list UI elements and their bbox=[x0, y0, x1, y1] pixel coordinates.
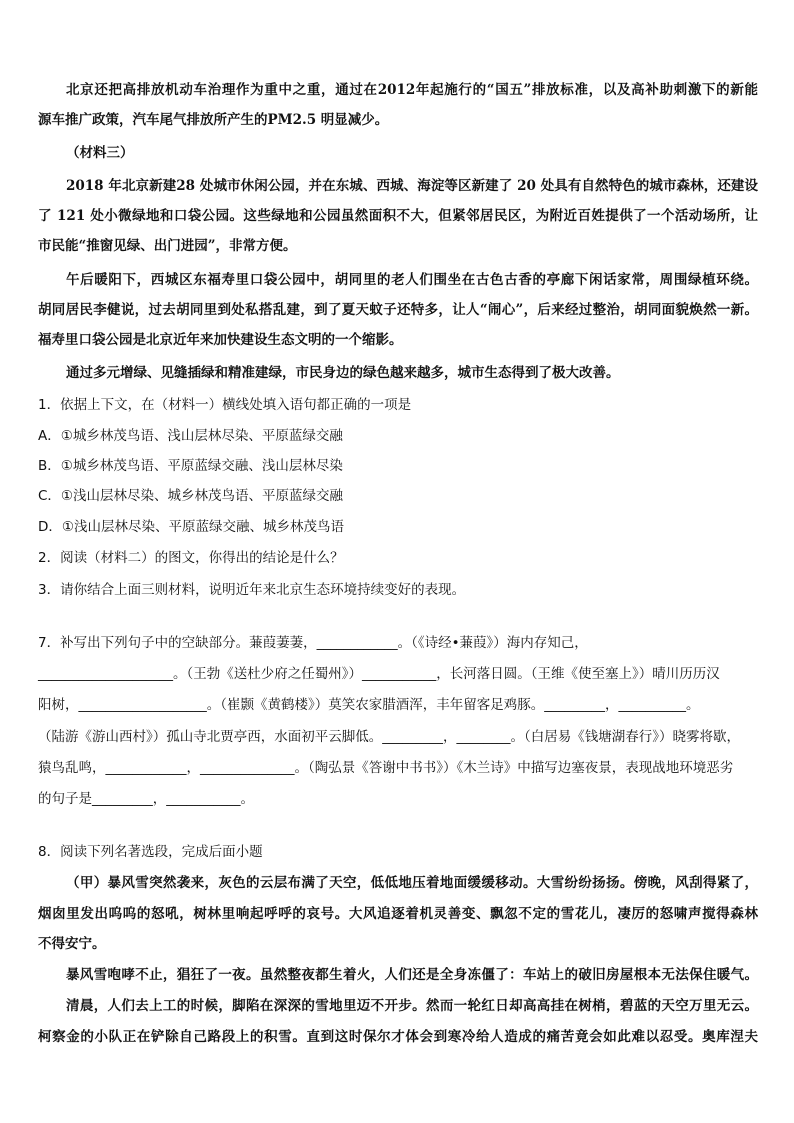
question-7-line-6: 的句子是_________，___________。 bbox=[38, 791, 254, 807]
question-7-line-3: 阳树，___________________。（崔颢《黄鹤楼》）莫笑农家腊酒浑，丰年留客足鸡豚。_________，__________。 bbox=[38, 697, 700, 713]
option-c: C．①浅山层林尽染、城乡林茂鸟语、平原蓝绿交融 bbox=[38, 488, 344, 504]
q8-passage-p2: 暴风雪咆哮不止，猖狂了一夜。虽然整夜都生着火，人们还是全身冻僵了：车站上的破旧房屋根本无法保住暖气。 bbox=[66, 967, 758, 983]
q8-passage-p3-line-2: 柯察金的小队正在铲除自己路段上的积雪。直到这时保尔才体会到寒冷给人造成的痛苦竟会如此难以忍受。奥库涅夫 bbox=[38, 1029, 758, 1045]
question-7-line-1: 7．补写出下列句子中的空缺部分。蒹葭萋萋，____________。（《诗经•蒹葭》）海内存知己， bbox=[38, 635, 588, 651]
q8-passage-p1-line-1: （甲）暴风雪突然袭来，灰色的云层布满了天空，低低地压着地面缓缓移动。大雪纷纷扬扬。傍晚，风刮得紧了， bbox=[66, 875, 758, 891]
option-b: B．①城乡林茂鸟语、平原蓝绿交融、浅山层林尽染 bbox=[38, 458, 343, 474]
q8-passage-p1-line-2: 烟囱里发出呜呜的怒吼，树林里响起呼呼的哀号。大风追逐着机灵善变、飘忽不定的雪花儿，凄厉的怒啸声搅得森林 bbox=[38, 906, 758, 922]
material3-p1-line-2: 了 121 处小微绿地和口袋公园。这些绿地和公园虽然面积不大，但紧邻居民区，为附近百姓提供了一个活动场所，让 bbox=[38, 208, 758, 224]
option-a: A．①城乡林茂鸟语、浅山层林尽染、平原蓝绿交融 bbox=[38, 428, 343, 444]
material2-line-2: 源车推广政策，汽车尾气排放所产生的PM2.5 明显减少。 bbox=[38, 112, 389, 128]
material3-p1-line-3: 市民能“推窗见绿、出门进园”，非常方便。 bbox=[38, 238, 297, 254]
question-7-line-2: ____________________。（王勃《送杜少府之任蜀州》）___________，长河落日圆。（王维《使至塞上》）晴川历历汉 bbox=[38, 666, 720, 682]
material3-p2-line-3: 福寿里口袋公园是北京近年来加快建设生态文明的一个缩影。 bbox=[38, 332, 403, 348]
material3-p2-line-1: 午后暖阳下，西城区东福寿里口袋公园中，胡同里的老人们围坐在古色古香的亭廊下闲话家常，周围绿植环绕。 bbox=[66, 272, 758, 288]
question-7-line-4: （陆游《游山西村》）孤山寺北贾亭西，水面初平云脚低。_________，________。（白居易《钱塘湖春行》）晓雾将歇， bbox=[38, 729, 740, 745]
material3-heading: （材料三） bbox=[66, 145, 134, 161]
question-8-title: 8．阅读下列名著选段，完成后面小题 bbox=[38, 844, 263, 860]
material3-p1-line-1: 2018 年北京新建28 处城市休闲公园，并在东城、西城、海淀等区新建了 20 处具有自然特色的城市森林，还建设 bbox=[66, 178, 758, 194]
material3-p3: 通过多元增绿、见缝插绿和精准建绿，市民身边的绿色越来越多，城市生态得到了极大改善。 bbox=[66, 365, 620, 381]
question-1: 1．依据上下文，在（材料一）横线处填入语句都正确的一项是 bbox=[38, 397, 412, 413]
question-3: 3．请你结合上面三则材料，说明近年来北京生态环境持续变好的表现。 bbox=[38, 582, 466, 598]
question-2: 2．阅读（材料二）的图文，你得出的结论是什么？ bbox=[38, 550, 344, 566]
material3-p2-line-2: 胡同居民李健说，过去胡同里到处私搭乱建，到了夏天蚊子还特多，让人“闹心”，后来经过整治，胡同面貌焕然一新。 bbox=[38, 302, 758, 318]
q8-passage-p3-line-1: 清晨，人们去上工的时候，脚陷在深深的雪地里迈不开步。然而一轮红日却高高挂在树梢，碧蓝的天空万里无云。 bbox=[66, 998, 758, 1014]
option-d: D．①浅山层林尽染、平原蓝绿交融、城乡林茂鸟语 bbox=[38, 519, 344, 535]
material2-line-1: 北京还把高排放机动车治理作为重中之重，通过在2012年起施行的“国五”排放标准，以及高补助刺激下的新能 bbox=[66, 82, 758, 98]
question-7-line-5: 猿鸟乱鸣，____________，______________。（陶弘景《答谢中书书》）《木兰诗》中描写边塞夜景，表现战地环境恶劣 bbox=[38, 760, 734, 776]
q8-passage-p1-line-3: 不得安宁。 bbox=[38, 936, 106, 952]
